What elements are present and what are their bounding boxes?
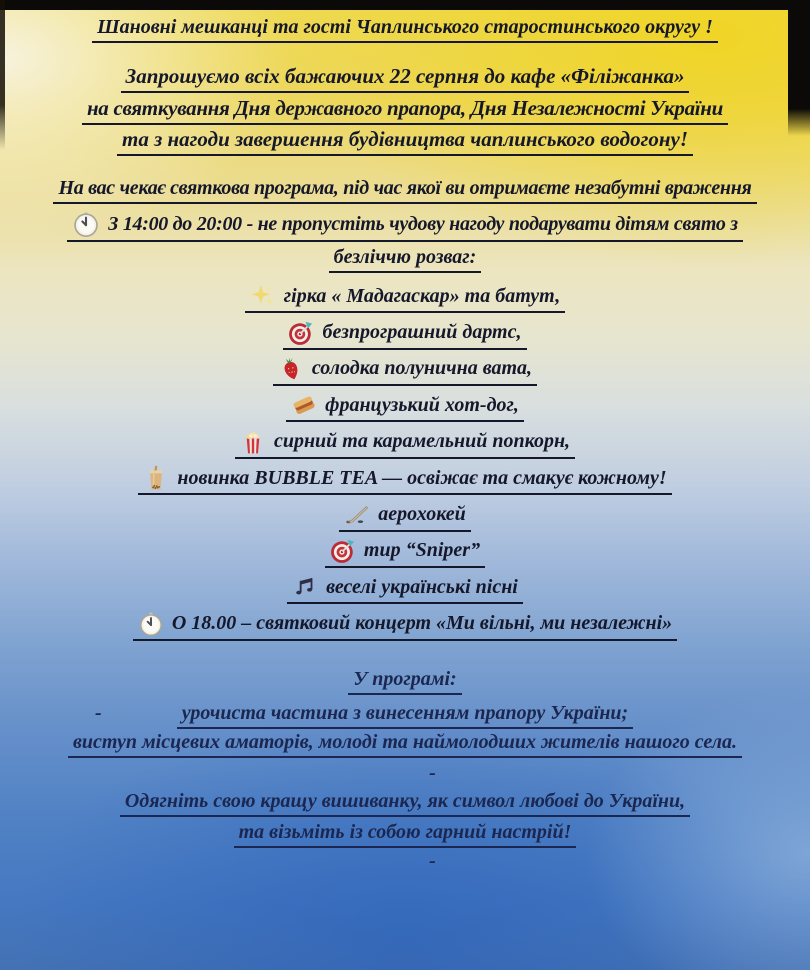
activity-content bbox=[235, 429, 575, 459]
sparkles-icon bbox=[250, 283, 276, 309]
music-notes-icon bbox=[292, 574, 318, 600]
activity-row bbox=[0, 426, 810, 462]
activity-content bbox=[283, 320, 526, 350]
activity-text: тир “Sniper” bbox=[363, 539, 481, 562]
clock-icon bbox=[138, 611, 164, 637]
activity-text: гірка « Мадагаскар» та батут, bbox=[283, 284, 561, 307]
activities-list bbox=[0, 280, 810, 644]
program-intro-text: На вас чекає святкова програма, під час якої ви отримаєте незабутні враження bbox=[53, 177, 756, 204]
poster-title bbox=[0, 16, 810, 43]
activity-text: сирний та карамельний попкорн, bbox=[273, 430, 571, 453]
program-item-1 bbox=[0, 702, 810, 729]
program-item-1-text: урочиста частина з винесенням прапору України; bbox=[177, 702, 633, 729]
activity-text: О 18.00 – святковий концерт «Ми вільні, ми незалежні» bbox=[171, 612, 673, 635]
activity-text: безпрограшний дартс, bbox=[322, 321, 522, 344]
activity-row bbox=[0, 608, 810, 644]
activity-row bbox=[0, 353, 810, 389]
separator-dash-row bbox=[0, 762, 810, 785]
program-heading bbox=[0, 668, 810, 695]
popcorn-icon bbox=[240, 429, 266, 455]
clock-icon bbox=[72, 210, 100, 238]
closing-line-2 bbox=[0, 821, 810, 848]
activity-text: новинка BUBBLE TEA — освіжає та смакує кожному! bbox=[177, 466, 667, 489]
activity-row bbox=[0, 316, 810, 352]
poster-title-text: Шановні мешканці та гості Чаплинського старостинського округу ! bbox=[92, 16, 718, 43]
activity-row bbox=[0, 389, 810, 425]
end-dash: - bbox=[429, 850, 436, 872]
program-heading-text: У програмі: bbox=[348, 668, 461, 695]
invite-line-3 bbox=[0, 127, 810, 156]
activity-content bbox=[339, 502, 471, 532]
invite-line-3-text: та з нагоди завершення будівництва чаплинського водогону! bbox=[117, 127, 693, 156]
closing-line-2-text: та візьміть із собою гарний настрій! bbox=[234, 821, 577, 848]
invite-line-2-text: на святкування Дня державного прапора, Дня Незалежності України bbox=[82, 96, 728, 125]
end-dash-row bbox=[0, 850, 810, 873]
activity-row bbox=[0, 535, 810, 571]
invite-line-2 bbox=[0, 96, 810, 125]
activity-content bbox=[245, 283, 565, 313]
schedule-line bbox=[0, 210, 810, 242]
schedule-line-cont-text: безліччю розваг: bbox=[329, 246, 482, 273]
activity-row bbox=[0, 462, 810, 498]
activity-row bbox=[0, 498, 810, 534]
hockey-icon bbox=[344, 502, 370, 528]
program-item-2 bbox=[0, 731, 810, 758]
activity-content bbox=[287, 574, 523, 604]
schedule-line-content bbox=[67, 210, 742, 242]
activity-content bbox=[325, 538, 485, 568]
invite-line-1-text: Запрошуємо всіх бажаючих 22 серпня до кафе «Філіжанка» bbox=[121, 64, 690, 93]
activity-content bbox=[286, 392, 524, 422]
activity-text: солодка полунична вата, bbox=[311, 357, 533, 380]
schedule-line-cont bbox=[0, 246, 810, 273]
program-item-2-text: виступ місцевих аматорів, молоді та наймолодших жителів нашого села. bbox=[68, 731, 742, 758]
program-item-1-dash: - bbox=[95, 702, 102, 724]
program-intro bbox=[0, 177, 810, 204]
hotdog-icon bbox=[291, 392, 317, 418]
schedule-line-text: З 14:00 до 20:00 - не пропустіть чудову нагоду подарувати дітям свято з bbox=[108, 212, 738, 235]
activity-text: французький хот-дог, bbox=[325, 393, 519, 416]
closing-line-1 bbox=[0, 790, 810, 817]
strawberry-icon bbox=[278, 356, 304, 382]
activity-text: веселі українські пісні bbox=[326, 575, 518, 598]
invite-line-1 bbox=[0, 64, 810, 93]
dart-icon bbox=[288, 320, 314, 346]
bubble-tea-icon bbox=[143, 465, 169, 491]
separator-dash: - bbox=[429, 762, 436, 784]
activity-row bbox=[0, 280, 810, 316]
activity-content bbox=[133, 611, 677, 641]
dart-icon bbox=[330, 538, 356, 564]
top-border bbox=[0, 0, 810, 10]
activity-row bbox=[0, 571, 810, 607]
activity-content bbox=[138, 465, 671, 495]
activity-content bbox=[273, 356, 537, 386]
closing-line-1-text: Одягніть свою кращу вишиванку, як символ любові до України, bbox=[120, 790, 690, 817]
activity-text: аерохокей bbox=[378, 503, 466, 526]
